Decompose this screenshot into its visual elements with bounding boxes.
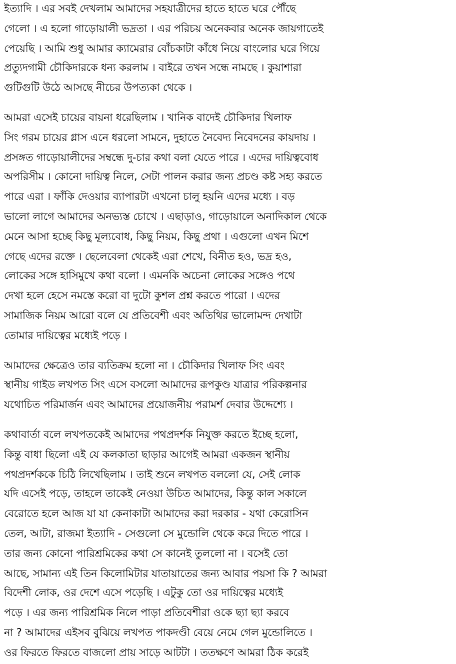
text-line: ইত্যাদি । এর সবই দেখলাম আমাদের সহযাত্রীদের হাতে হাতে ঘরে পৌঁছে bbox=[4, 3, 296, 15]
text-line: পথপ্রদর্শককে চিঠি লিখেছিলাম । তাই শুনে লখপত বললো যে, সেই লোক bbox=[4, 468, 301, 481]
text-line: বেরোতে হলে আজ যা যা কেনাকাটা আমাদের করা দরকার - যথা কেরোসিন bbox=[4, 508, 309, 521]
text-line: তার জন্য কোনো পারিশ্রমিকের কথা সে কানেই তুললো না । বসেই তো bbox=[4, 547, 288, 560]
text-line: গেলো । এ হলো গাড়োয়ালী ভদ্রতা । এর পরিচয় অনেকবার অনেক জায়গাতেই bbox=[4, 22, 324, 35]
paragraph-1 bbox=[4, 0, 452, 99]
text-line: আছে, সামান্য এই তিন কিলোমিটার যাতায়াতের জন্য আবার পয়সা কি ? আমরা bbox=[4, 567, 327, 580]
text-line: কিন্তু বাধা ছিলো এই যে কলকাতা ছাড়ার আগেই আমরা একজন স্থানীয় bbox=[4, 448, 290, 461]
text-line: পড়ে । এর জন্য পারিশ্রমিক নিলে পাড়া প্রতিবেশীরা ওকে ছ্যা ছ্যা করবে bbox=[4, 607, 290, 620]
text-line: গেছে এদের রক্তে । ছেলেবেলা থেকেই এরা শেখে, বিনীত হও, ভদ্র হও, bbox=[4, 250, 292, 263]
text-line: সামাজিক নিয়ম আরো বলে যে প্রতিবেশী এবং অতিথির ভালোমন্দ দেখাটা bbox=[4, 309, 303, 322]
text-line: লোকের সঙ্গে হাসিমুখে কথা বলো । এমনকি অচেনা লোকের সঙ্গেও পথে bbox=[4, 270, 295, 283]
paragraph-2 bbox=[4, 109, 452, 347]
paragraph-4 bbox=[4, 426, 452, 664]
text-line: ভালো লাগে আমাদের অনভ্যস্ত চোখে । এছাড়াও, গাড়োয়ালে অনাদিকাল থেকে bbox=[4, 210, 327, 223]
text-line: বিদেশী লোক, ওর দেশে এসে পড়েছি । এটুকু তো ওর দায়িত্বের মধ্যেই bbox=[4, 587, 284, 600]
text-line: তোমার দায়িত্বের মধ্যেই পড়ে । bbox=[4, 329, 128, 342]
text-line: তেল, আটা, রাজমা ইত্যাদি - সেগুলো সে মুন্ডোলি থেকে করে দিতে পারে । bbox=[4, 527, 309, 540]
text-line: গুটিগুটি উঠে আসছে নীচের উপত্যকা থেকে । bbox=[4, 82, 193, 95]
text-line: ওর ফিরতে ফিরতে বাজলো প্রায় সাড়ে আটটা । ততক্ষণে আমরা ঠিক করেই bbox=[4, 646, 309, 659]
text-line: পেয়েছি । আমি শুধু আমার ক্যামেরার বোঁচকাটা কাঁধে নিয়ে বাংলোর ঘরে গিয়ে bbox=[4, 42, 320, 55]
text-line: সিং গরম চায়ের গ্লাস এনে ধরলো সামনে, দুহাতে নৈবেদ্য নিবেদনের কায়দায় । bbox=[4, 131, 316, 144]
text-line: আমরা এসেই চায়ের বায়না ধরেছিলাম । খানিক বাদেই চৌকিদার খিলাফ bbox=[4, 111, 292, 124]
text-line: পারে এরা । ফাঁকি দেওয়ার ব্যাপারটা এখনো চালু হয়নি এদের মধ্যে । বড় bbox=[4, 191, 295, 204]
text-line: যদি এসেই পড়ে, তাহলে তাকেই নেওয়া উচিত আমাদের, কিন্তু কাল সকালে bbox=[4, 488, 307, 501]
text-line: যথোচিত পরিমার্জন এবং আমাদের প্রয়োজনীয় পরামর্শ দেবার উদ্দেশ্যে । bbox=[4, 399, 294, 412]
text-line: দেখা হলে হেসে নমস্তে করো বা দুটো কুশল প্রশ্ন করতে পারো । এদের bbox=[4, 290, 280, 303]
text-line: না ? আমাদের এইসব বুঝিয়ে লখপত পাকদণ্ডী বেয়ে নেমে গেল মুন্ডোলিতে । bbox=[4, 626, 313, 639]
text-line: অপরিসীম । কোনো দায়িত্ব নিলে, সেটা পালন করার জন্য প্রচণ্ড কষ্ট সহ্য করতে bbox=[4, 171, 322, 184]
text-line: মেনে আসা হচ্ছে কিছু মূল্যবোধ, কিছু নিয়ম, কিছু প্রথা । এগুলো এখন মিশে bbox=[4, 230, 309, 243]
text-line: প্রসঙ্গত গাড়োয়ালীদের সম্বন্ধে দু-চার কথা বলা যেতে পারে । এদের দায়িত্ববোধ bbox=[4, 151, 319, 164]
text-line: কথাবার্তা বলে লখপতকেই আমাদের পথপ্রদর্শক নিযুক্ত করতে ইচ্ছে হলো, bbox=[4, 428, 299, 441]
text-line: আমাদের ক্ষেত্রেও তার ব্যতিক্রম হলো না । চৌকিদার খিলাফ সিং এবং bbox=[4, 359, 285, 372]
text-line: প্রত্যুদগামী চৌকিদারকে ধন্য করলাম । বাইরে তখন সন্ধে নামছে । কুয়াশারা bbox=[4, 62, 302, 75]
text-line: স্থানীয় গাইড লখপত সিং এসে বসলো আমাদের রূপকুণ্ড যাত্রার পরিকল্পনার bbox=[4, 379, 307, 392]
paragraph-3 bbox=[4, 357, 452, 416]
